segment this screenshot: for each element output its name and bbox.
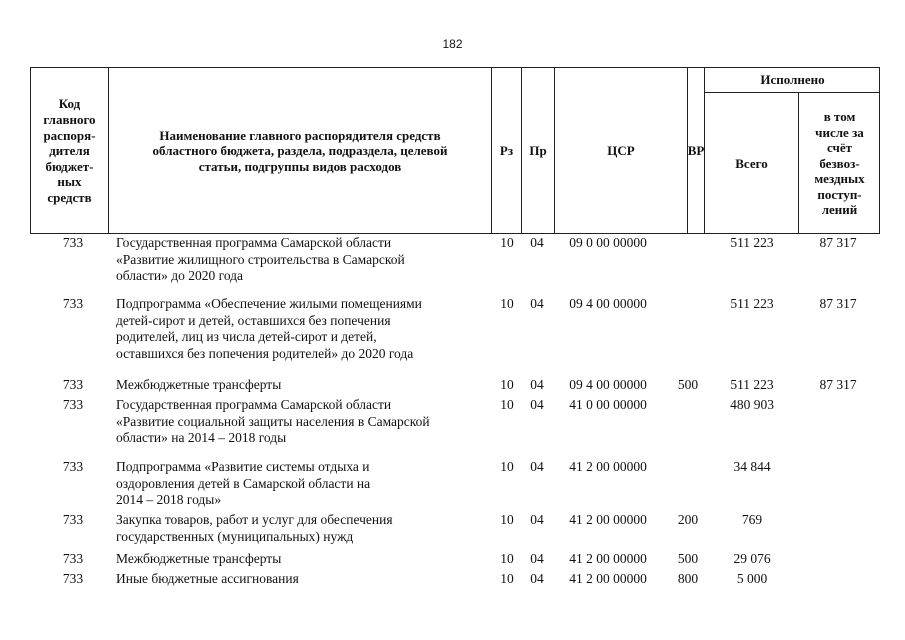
row-rz: 10 bbox=[500, 235, 514, 250]
row-total: 34 844 bbox=[733, 459, 771, 474]
row-name: Подпрограмма «Развитие системы отдыха и оздоровления детей в Самарской области на 2014 – 2018 годы» bbox=[116, 459, 371, 507]
row-csr: 41 2 00 00000 bbox=[569, 459, 647, 474]
row-pr: 04 bbox=[530, 235, 544, 250]
row-total: 29 076 bbox=[733, 551, 771, 566]
row-pr: 04 bbox=[530, 397, 544, 412]
header-total: Всего bbox=[735, 155, 768, 171]
row-total: 5 000 bbox=[736, 571, 768, 586]
row-csr: 41 2 00 00000 bbox=[569, 571, 647, 586]
header-rz: Рз bbox=[499, 143, 514, 159]
row-pr: 04 bbox=[530, 296, 544, 311]
row-pr: 04 bbox=[530, 551, 544, 566]
row-name: Государственная программа Самарской области «Развитие социальной защиты населения в Самарской области» на 2014 – 2018 годы bbox=[116, 397, 430, 445]
row-code: 733 bbox=[62, 571, 84, 586]
row-rz: 10 bbox=[500, 512, 514, 527]
row-vr: 500 bbox=[677, 551, 699, 566]
row-free: 87 317 bbox=[819, 296, 857, 311]
row-vr: 500 bbox=[677, 377, 699, 392]
row-total: 511 223 bbox=[730, 377, 774, 392]
row-csr: 09 4 00 00000 bbox=[569, 296, 647, 311]
row-csr: 41 2 00 00000 bbox=[569, 512, 647, 527]
row-code: 733 bbox=[62, 377, 84, 392]
row-total: 511 223 bbox=[730, 235, 774, 250]
row-rz: 10 bbox=[500, 571, 514, 586]
row-total: 511 223 bbox=[730, 296, 774, 311]
row-total: 480 903 bbox=[730, 397, 774, 412]
row-rz: 10 bbox=[500, 377, 514, 392]
row-csr: 41 2 00 00000 bbox=[569, 551, 647, 566]
row-rz: 10 bbox=[500, 296, 514, 311]
page-number: 182 bbox=[442, 37, 463, 51]
header-pr: Пр bbox=[529, 143, 547, 159]
row-code: 733 bbox=[62, 551, 84, 566]
row-name: Межбюджетные трансферты bbox=[116, 377, 282, 392]
row-vr: 200 bbox=[677, 512, 699, 527]
header-name: Наименование главного распорядителя средств областного бюджета, раздела, подраздела, целевой статьи, подгруппы видов расходов bbox=[152, 127, 448, 174]
row-code: 733 bbox=[62, 397, 84, 412]
row-csr: 09 4 00 00000 bbox=[569, 377, 647, 392]
header-vr: ВР bbox=[687, 143, 705, 159]
row-total: 769 bbox=[741, 512, 763, 527]
row-name: Закупка товаров, работ и услуг для обеспечения государственных (муниципальных) нужд bbox=[116, 512, 393, 544]
row-name: Государственная программа Самарской области «Развитие жилищного строительства в Самарской области» до 2020 года bbox=[116, 235, 405, 283]
row-pr: 04 bbox=[530, 377, 544, 392]
row-code: 733 bbox=[62, 235, 84, 250]
row-rz: 10 bbox=[500, 459, 514, 474]
header-csr: ЦСР bbox=[607, 143, 635, 159]
row-code: 733 bbox=[62, 512, 84, 527]
header-executed: Исполнено bbox=[760, 72, 825, 88]
row-free: 87 317 bbox=[819, 235, 857, 250]
header-free-receipts: в том числе за счёт безвоз- мездных поступ- лений bbox=[814, 108, 865, 218]
row-csr: 09 0 00 00000 bbox=[569, 235, 647, 250]
row-rz: 10 bbox=[500, 397, 514, 412]
row-name: Подпрограмма «Обеспечение жилыми помещениями детей-сирот и детей, оставшихся без попечения родителей, лиц из числа детей-сирот и детей, оставшихся без попечения родителей» до 2020 года bbox=[116, 296, 422, 361]
row-code: 733 bbox=[62, 459, 84, 474]
table-header bbox=[30, 67, 880, 234]
row-name: Межбюджетные трансферты bbox=[116, 551, 282, 566]
row-rz: 10 bbox=[500, 551, 514, 566]
row-pr: 04 bbox=[530, 459, 544, 474]
row-csr: 41 0 00 00000 bbox=[569, 397, 647, 412]
header-code: Код главного распоря- дителя бюджет- ных средств bbox=[43, 96, 96, 205]
row-free: 87 317 bbox=[819, 377, 857, 392]
row-pr: 04 bbox=[530, 512, 544, 527]
row-code: 733 bbox=[62, 296, 84, 311]
row-pr: 04 bbox=[530, 571, 544, 586]
row-vr: 800 bbox=[677, 571, 699, 586]
row-name: Иные бюджетные ассигнования bbox=[116, 571, 299, 586]
